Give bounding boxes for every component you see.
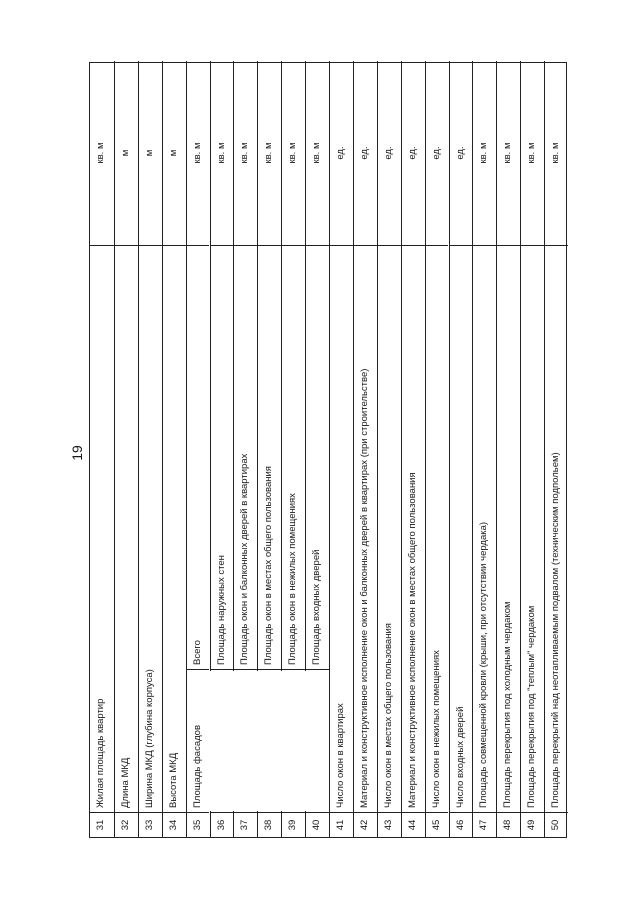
unit-of-measure: ед. [450, 61, 473, 246]
table-row [377, 61, 401, 837]
unit-of-measure: кв. м [211, 61, 234, 246]
unit-of-measure: м [139, 61, 162, 246]
row-number: 42 [354, 812, 377, 837]
unit-of-measure: ед. [354, 61, 377, 246]
unit-of-measure: кв. м [282, 61, 305, 246]
parameter-name: Высота МКД [167, 752, 179, 808]
parameter-name: Жилая площадь квартир [95, 698, 106, 808]
row-number: 36 [211, 812, 234, 837]
table-row [114, 61, 138, 837]
parameter-name [258, 670, 281, 812]
table-row [544, 61, 568, 837]
parameter-name [306, 670, 329, 812]
sub-parameter-name: Площадь окон в нежилых помещениях [282, 246, 305, 670]
row-number: 31 [90, 812, 114, 837]
unit-of-measure: м [115, 61, 138, 246]
unit-of-measure: кв. м [521, 61, 544, 246]
row-number: 34 [163, 812, 186, 837]
merged-cell-mask [209, 671, 211, 811]
row-number: 41 [330, 812, 353, 837]
sub-parameter-name: Площадь окон в местах общего пользования [258, 246, 281, 670]
unit-of-measure: кв. м [497, 61, 520, 246]
unit-of-measure: кв. м [90, 61, 114, 246]
parameter-name: Площадь фасадов [191, 725, 203, 808]
table-row [520, 61, 544, 837]
table-row [425, 61, 449, 837]
table-row [472, 61, 496, 837]
row-number: 46 [450, 812, 473, 837]
unit-of-measure: ед. [378, 61, 401, 246]
parameters-table [89, 62, 567, 838]
page-number: 19 [69, 445, 85, 461]
table-row [353, 61, 377, 837]
table-row [281, 61, 305, 837]
table-row [90, 61, 114, 837]
merged-cell-mask [232, 671, 234, 811]
parameter-name: Площадь перекрытия под холодным чердаком [502, 601, 514, 808]
unit-of-measure: м [163, 61, 186, 246]
row-number: 37 [234, 812, 257, 837]
sub-parameter-name: Площадь входных дверей [306, 246, 329, 670]
sub-parameter-name: Всего [187, 246, 210, 670]
row-number: 38 [258, 812, 281, 837]
row-number: 40 [306, 812, 329, 837]
unit-of-measure: кв. м [306, 61, 329, 246]
table-row [138, 61, 162, 837]
row-number: 45 [426, 812, 449, 837]
table-row [449, 61, 473, 837]
parameter-name: Площадь перекрытия под "теплым" чердаком [526, 605, 538, 808]
sub-parameter-name: Площадь окон и балконных дверей в квартирах [234, 246, 257, 670]
table-row [329, 61, 353, 837]
table-row [210, 61, 234, 837]
parameter-name: Материал и конструктивное исполнение окон и балконных дверей в квартирах (при строительстве) [358, 368, 370, 808]
parameter-name: Площадь совмещенной кровли (крыши, при отсутствии чердака) [478, 521, 490, 808]
parameter-name: Число окон в местах общего пользования [382, 623, 394, 808]
parameter-name: Площадь перекрытий над неотапливаемым подвалом (техническим подпольем) [550, 452, 562, 808]
unit-of-measure: кв. м [473, 61, 496, 246]
parameter-name [234, 670, 257, 812]
sub-parameter-name: Площадь наружных стен [211, 246, 234, 670]
unit-of-measure: кв. м [258, 61, 281, 246]
merged-cell-mask [304, 671, 306, 811]
row-number: 48 [497, 812, 520, 837]
parameter-name: Ширина МКД (глубина корпуса) [143, 669, 155, 808]
table-row [162, 61, 186, 837]
merged-cell-mask [256, 671, 258, 811]
parameter-name [282, 670, 305, 812]
table-row [496, 61, 520, 837]
unit-of-measure: кв. м [545, 61, 568, 246]
row-number: 47 [473, 812, 496, 837]
parameter-name: Число окон в квартирах [335, 703, 346, 808]
table-row [233, 61, 257, 837]
table-row [305, 61, 329, 837]
parameter-name [211, 670, 234, 812]
parameter-name: Длина МКД [119, 757, 131, 808]
table-row [186, 61, 210, 837]
unit-of-measure: ед. [402, 61, 425, 246]
parameter-name: Материал и конструктивное исполнение окон в местах общего пользования [406, 472, 418, 808]
row-number: 44 [402, 812, 425, 837]
row-number: 39 [282, 812, 305, 837]
table-row [401, 61, 425, 837]
parameter-name: Число окон в нежилых помещениях [430, 650, 442, 808]
table-row [257, 61, 281, 837]
parameter-name: Число входных дверей [454, 706, 466, 808]
row-number: 49 [521, 812, 544, 837]
unit-of-measure: кв. м [234, 61, 257, 246]
row-number: 35 [187, 812, 210, 837]
unit-of-measure: ед. [426, 61, 449, 246]
row-number: 50 [545, 812, 568, 837]
row-number: 33 [139, 812, 162, 837]
unit-of-measure: кв. м [187, 61, 210, 246]
row-number: 32 [115, 812, 138, 837]
merged-cell-mask [280, 671, 282, 811]
unit-of-measure: ед. [330, 61, 353, 246]
row-number: 43 [378, 812, 401, 837]
